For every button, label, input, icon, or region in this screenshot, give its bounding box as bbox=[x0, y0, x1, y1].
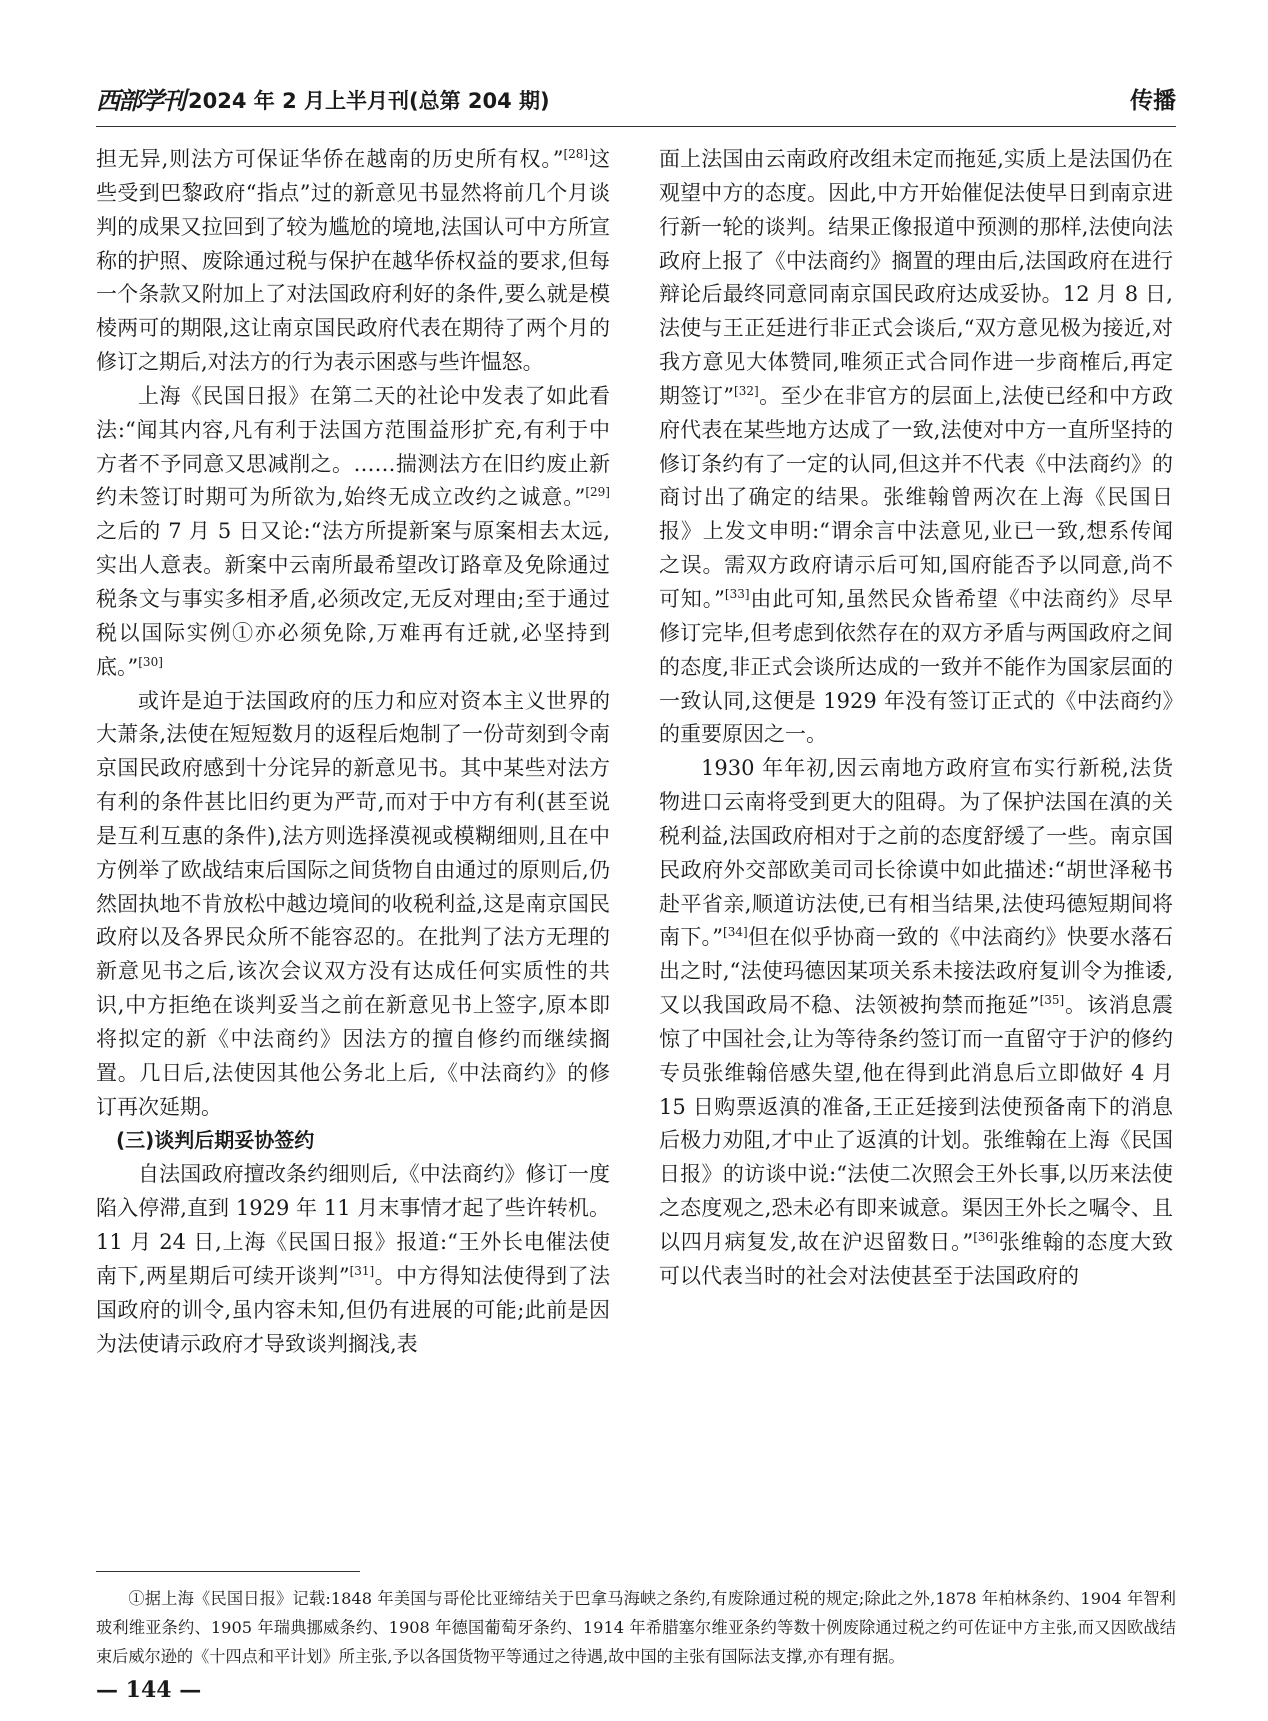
citation-ref: [34] bbox=[723, 925, 748, 940]
paragraph: 自法国政府擅改条约细则后,《中法商约》修订一度陷入停滞,直到 1929 年 11 月末事情才起了些许转机。11 月 24 日,上海《民国日报》报道:“王外长电催法使南下,两星期后可续开谈判”[31]。中方得知法使得到了法国政府的训令,虽内容未知,但仍有进展的可能;此前是因为法使请示政府才导致谈判搁浅,表 bbox=[96, 1162, 611, 1356]
citation-ref: [33] bbox=[724, 586, 750, 601]
paragraph: 1930 年年初,因云南地方政府宣布实行新税,法货物进口云南将受到更大的阻碍。为了保护法国在滇的关税利益,法国政府相对于之前的态度舒缓了一些。南京国民政府外交部欧美司司长徐谟中如此描述:“胡世泽秘书赴平省亲,顺道访法使,已有相当结果,法使玛德短期间将南下。”[34]但在似乎协商一致的《中法商约》快要水落石出之时,“法使玛德因某项关系未接法政府复训令为推诿,又以我国政局不稳、法领被拘禁而拖延”[35]。该消息震惊了中国社会,让为等待条约签订而一直留守于沪的修约专员张维翰倍感失望,他在得到此消息后立即做好 4 月 15 日购票返滇的准备,王正廷接到法使预备南下的消息后极力劝阻,才中止了返滇的计划。张维翰在上海《民国日报》的访谈中说:“法使二次照会王外长事,以历来法使之态度观之,恐未必有即来诚意。渠因王外长之嘱令、且以四月病复发,故在沪迟留数日。”[36]张维翰的态度大致可以代表当时的社会对法使甚至于法国政府的 bbox=[659, 756, 1174, 1288]
paragraph: 担无异,则法方可保证华侨在越南的历史所有权。”[28]这些受到巴黎政府“指点”过的新意见书显然将前几个月谈判的成果又拉回到了较为尴尬的境地,法国认可中方所宣称的护照、废除通过税与保护在越华侨权益的要求,但每一个条款又附加上了对法国政府利好的条件,要么就是模棱两可的期限,这让南京国民政府代表在期待了两个月的修订之期后,对法方的行为表示困惑与些许愠怒。 bbox=[96, 147, 610, 375]
citation-ref: [29] bbox=[585, 485, 610, 500]
right-column bbox=[659, 143, 1173, 1294]
citation-ref: [35] bbox=[1039, 993, 1065, 1008]
section-name: 传播 bbox=[1130, 88, 1176, 114]
citation-ref: [28] bbox=[563, 147, 589, 161]
left-column bbox=[96, 143, 610, 1361]
issue-info: 2024 年 2 月上半月刊(总第 204 期) bbox=[188, 89, 550, 113]
footnote: ①据上海《民国日报》记载:1848 年美国与哥伦比亚缔结关于巴拿马海峡之条约,有废除通过税的规定;除此之外,1878 年柏林条约、1904 年智利玻利维亚条约、1905 年瑞典挪威条约、1908 年德国葡萄牙条约、1914 年希腊塞尔维亚条约等数十例废除通过税之约可佐证中方主张,而又因欧战结束后威尔逊的《十四点和平计划》所主张,予以各国货物平等通过之待遇,故中国的主张有国际法支撑,亦有理有据。 bbox=[96, 1589, 1176, 1666]
citation-ref: [31] bbox=[349, 1263, 375, 1278]
page-number: — 144 — bbox=[96, 1677, 202, 1703]
running-header bbox=[96, 86, 1176, 120]
citation-ref: [36] bbox=[973, 1230, 998, 1244]
citation-ref: [30] bbox=[138, 654, 163, 669]
paragraph: 或许是迫于法国政府的压力和应对资本主义世界的大萧条,法使在短短数月的返程后炮制了一份苛刻到令南京国民政府感到十分诧异的新意见书。其中某些对法方有利的条件甚比旧约更为严苛,而对于中方有利(甚至说是互利互惠的条件),法方则选择漠视或模糊细则,且在中方例举了欧战结束后国际之间货物自由通过的原则后,仍然固执地不肯放松中越边境间的收税利益,这是南京国民政府以及各界民众所不能容忍的。在批判了法方无理的新意见书之后,该次会议双方没有达成任何实质性的共识,中方拒绝在谈判妥当之前在新意见书上签字,原本即将拟定的新《中法商约》因法方的擅自修约而继续搁置。几日后,法使因其他公务北上后,《中法商约》的修订再次延期。 bbox=[96, 688, 610, 1119]
section-heading: (三)谈判后期妥协签约 bbox=[116, 1128, 315, 1153]
citation-ref: [32] bbox=[734, 383, 759, 398]
header-rule bbox=[96, 126, 1176, 127]
paragraph: 面上法国由云南政府改组未定而拖延,实质上是法国仍在观望中方的态度。因此,中方开始催促法使早日到南京进行新一轮的谈判。结果正像报道中预测的那样,法使向法政府上报了《中法商约》搁置的理由后,法国政府在进行辩论后最终同意同南京国民政府达成妥协。12 月 8 日,法使与王正廷进行非正式会谈后,“双方意见极为接近,对我方意见大体赞同,唯须正式合同作进一步商榷后,再定期签订”[32]。至少在非官方的层面上,法使已经和中方政府代表在某些地方达成了一致,法使对中方一直所坚持的修订条约有了一定的认同,但这并不代表《中法商约》的商讨出了确定的结果。张维翰曾两次在上海《民国日报》上发文申明:“谓余言中法意见,业已一致,想系传闻之误。需双方政府请示后可知,国府能否予以同意,尚不可知。”[33]由此可知,虽然民众皆希望《中法商约》尽早修订完毕,但考虑到依然存在的双方矛盾与两国政府之间的态度,非正式会谈所达成的一致并不能作为国家层面的一致认同,这便是 1929 年没有签订正式的《中法商约》的重要原因之一。 bbox=[659, 147, 1173, 747]
footnote-marker: ① bbox=[232, 620, 255, 645]
paragraph: 上海《民国日报》在第二天的社论中发表了如此看法:“闻其内容,凡有利于法国方范围益形扩充,有利于中方者不予同意又思减削之。……揣测法方在旧约废止新约未签订时期可为所欲为,始终无成立改约之诚意。”[29]之后的 7 月 5 日又论:“法方所提新案与原案相去太远,实出人意表。新案中云南所最希望改订路章及免除通过税条文与事实多相矛盾,必须改定,无反对理由;至于通过税以国际实例①亦必须免除,万难再有迁就,必坚持到底。”[30] bbox=[96, 383, 611, 679]
journal-logo: 西部学刊 bbox=[96, 86, 184, 115]
footnote-rule bbox=[96, 1571, 360, 1572]
